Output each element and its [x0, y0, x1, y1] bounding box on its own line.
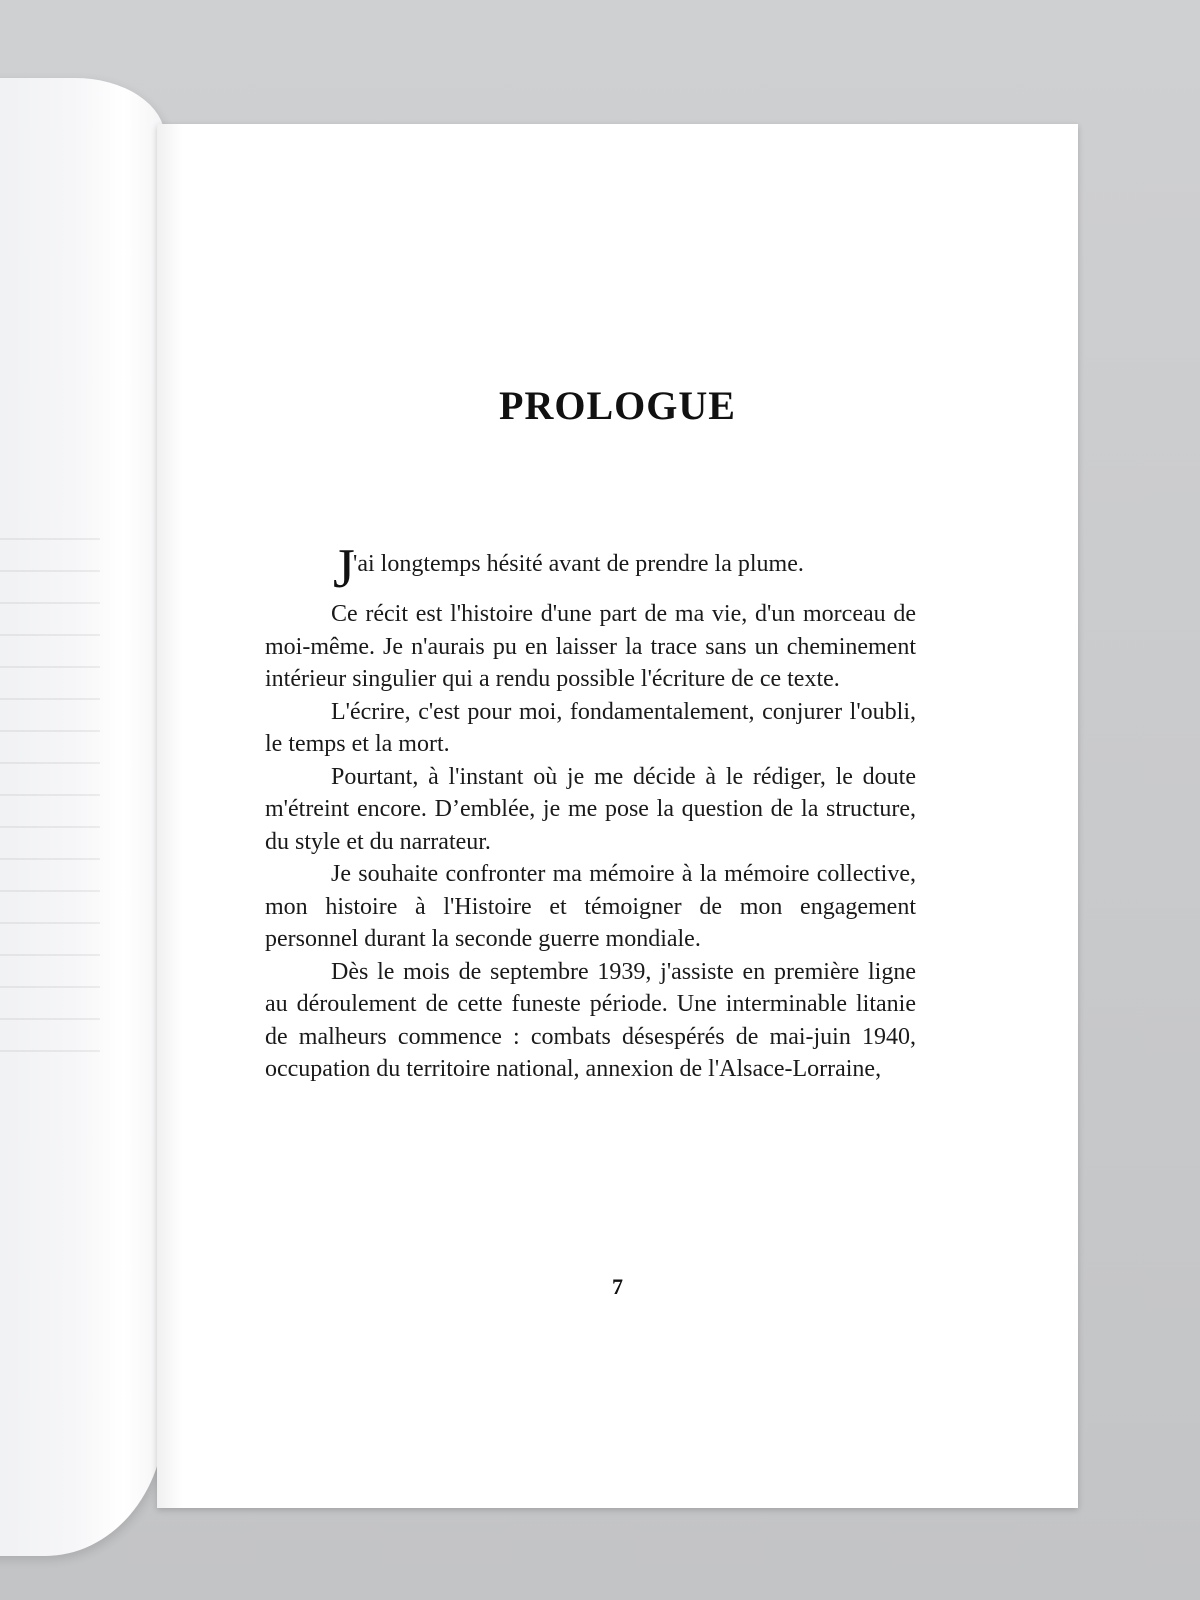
left-page	[0, 78, 165, 1556]
paragraph-1: Ce récit est l'histoire d'une part de ma vie, d'un morceau de moi-même. Je n'aurais pu en laisser la trace sans un cheminement intérieur singulier qui a rendu possible l'écriture de ce texte.	[265, 601, 916, 692]
opening-line: 'ai longtemps hésité avant de prendre la plume.	[353, 551, 804, 577]
left-page-show-through	[0, 538, 100, 1058]
paragraph-4: Je souhaite confronter ma mémoire à la mémoire collective, mon histoire à l'Histoire et témoigner de mon engagement personnel durant la seconde guerre mondiale.	[265, 861, 916, 952]
right-page	[157, 124, 1078, 1508]
paragraph-3: Pourtant, à l'instant où je me décide à le rédiger, le doute m'étreint encore. D’emblée, je me pose la question de la structure, du style et du narrateur.	[265, 763, 916, 855]
paragraph-5: Dès le mois de septembre 1939, j'assiste en première ligne au déroulement de cette funeste période. Une interminable litanie de malheurs commence : combats désespérés de mai-juin 1940, occupation du territoire national, annexion de l'Alsace-Lorraine,	[265, 958, 916, 1082]
opening-paragraph	[265, 538, 916, 600]
body-text	[265, 538, 916, 1086]
drop-cap: J	[333, 538, 355, 600]
gutter-shadow	[157, 124, 183, 1508]
paragraph-2: L'écrire, c'est pour moi, fondamentalement, conjurer l'oubli, le temps et la mort.	[265, 698, 916, 757]
chapter-title: PROLOGUE	[499, 383, 736, 428]
page-number: 7	[612, 1274, 623, 1299]
